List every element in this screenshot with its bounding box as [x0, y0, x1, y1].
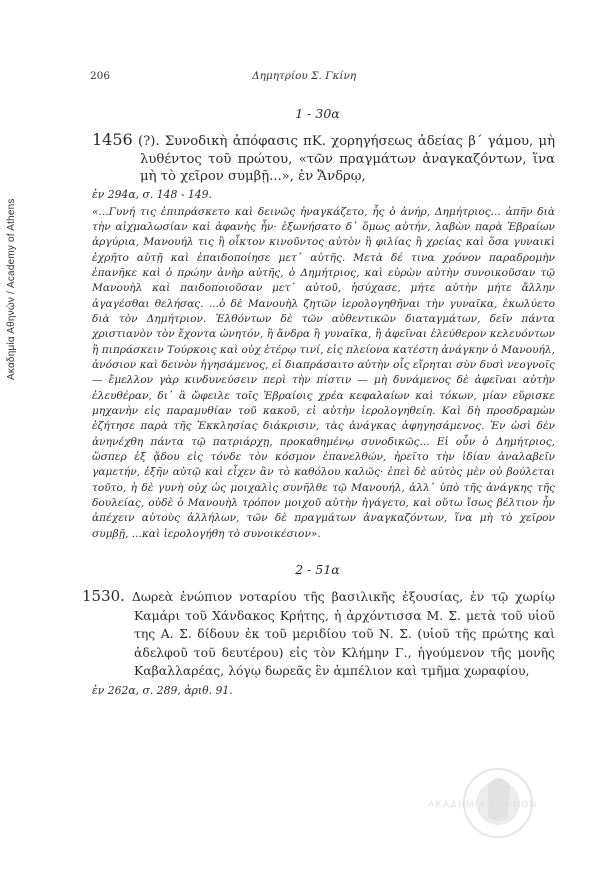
entry-title-text: Δωρεὰ ἐνώπιον νοταρίου τῆς βασιλικῆς ἐξουσίας, ἐν τῷ χωρίῳ Καμάρι τοῦ Χάνδακος Κρήτης, ἡ ἀρχόντισσα Μ. Σ. μετὰ τοῦ υἱοῦ της Α. Σ. δίδουν ἐκ τοῦ μεριδίου τοῦ Ν. Σ. (υἱοῦ τῆς πρώτης καὶ ἀδελφοῦ τοῦ δευτέρου) εἰς τὸν Κλήμην Γ., ἡγούμενον τῆς μονῆς Καβαλλαρέας, λόγῳ δωρεᾶς ἓν ἀμπέλιον καὶ τμῆμα χωραφίου, — [131, 589, 555, 679]
section-heading-2: 2 - 51α — [295, 562, 340, 578]
entry-1530 — [82, 587, 555, 681]
entry-number: 1530. — [82, 587, 125, 606]
entry-title-text: (?). Συνοδικὴ ἀπόφασις πΚ. χορηγήσεως ἀδείας β´ γάμου, μὴ λυθέντος τοῦ πρώτου, «τῶν πραγμάτων ἀναγκαζόντων, ἵνα μὴ τὸ χεῖρον συμβῇ...», ἐν Ἄνδρῳ, — [138, 134, 555, 184]
entry-number: 1456 — [92, 130, 133, 149]
entry-reference: ἐν 262α, σ. 289, ἀριθ. 91. — [92, 683, 233, 697]
page-header — [80, 64, 555, 84]
side-watermark: Ακαδημία Αθηνών / Academy of Athens — [6, 198, 17, 380]
entry-quote: «...Γυνή τις ἐπιπράσκετο καὶ δεινῶς ἠναγκάζετο, ἧς ὁ ἀνήρ, Δημήτριος... ἀπῆν διὰ τὴν αἰχμαλωσίαν καὶ ἀφανὴς ἦν· ἐξωνήσατο δ᾽ ὅμως αὐτήν, λαβὼν παρὰ Ἑβραίων ἀργύρια, Μανουήλ τις ἢ οἶκτον κινοῦντος αὐτὸν ἢ φιλίας ἢ χρείας καὶ ὅσα γυναικὶ ἐχρῆτο αὐτῇ καὶ ἐπαιδοποίησε μετ᾽ αὐτῆς. Μετὰ δέ τινα χρόνον παραδρομὴν ἐπανῆκε καὶ ὁ πρώην ἀνὴρ αὐτῆς, ὁ Δημήτριος, καὶ εὑρὼν αὐτὴν συνοικοῦσαν τῷ Μανουὴλ καὶ παιδοποιοῦσαν μετ᾽ αὐτοῦ, ἡσύχασε, μήτε αὐτὴν μήτε ἄλλην ἀγαγέσθαι θελήσας. ...ὁ δὲ Μανουὴλ ζητῶν ἱερολογηθῆναι τὴν γυναῖκα, ἐκωλύετο διὰ τὸν Δημήτριον. Ἐλθόντων δὲ τῶν αὐθεντικῶν διαταγμάτων, δεῖν πάντα χριστιανὸν τὸν ἔχοντα ὠνητόν, ἢ ἄνδρα ἢ γυναῖκα, ἢ ἀφεῖναι ἐλεύθερον κελευόντων ἢ πιπράσκειν Τούρκοις καὶ οὐχ ἑτέρῳ τινί, εἰς πλείονα κατέστη ἀνάγκην ὁ Μανουήλ, ἀνόσιον καὶ δεινὸν ἡγησάμενος, εἰ διαπράσαιτο αὐτὴν οἷς εἴρηται σὺν δυσὶ νεογνοῖς — ἔμελλον γὰρ κινδυνεύσειν περὶ τὴν πίστιν — μὴ δυνάμενος δὲ ἀφεῖναι αὐτὴν ἐλευθέραν, δι᾽ ἃ ὤφειλε τοῖς Ἑβραίοις χρέα κεφαλαίων καὶ τόκων, μίαν εὕρισκε μηχανὴν εἰς παραμυθίαν τοῦ κακοῦ, εἰ αὐτὴν ἱερολογηθείη. Καὶ δὴ προσδραμὼν ἐζήτησε παρὰ τῆς Ἐκκλησίας διάκρισιν, τὰς ἀνάγκας ἀφηγησάμενος. Ἐν ὡσὶ δὲν ἀνηνέχθη πάντα τῷ πατριάρχῃ, προκαθημένῳ συνοδικῶς... Εἰ οὖν ὁ Δημήτριος, ὥσπερ ἐξ ᾅδου εἰς τόνδε τὸν κόσμον ἐπανελθών, ἠρεῖτο τὴν ἰδίαν ἀναλαβεῖν γαμετήν, ἐξῆν αὐτῷ καὶ εἶχεν ἂν τὸ καθόλου καλῶς· ἐπεὶ δὲ αὐτὸς μὲν οὐ βούλεται τοῦτο, ἡ δὲ γυνὴ οὐχ ὡς μοιχαλὶς συνῆλθε τῷ Μανουήλ, ἀλλ᾽ ὑπὸ τῆς ἀνάγκης τῆς δουλείας, οὐδὲ ὁ Μανουὴλ τρόπον μοιχοῦ αὐτὴν ἠγάγετο, καὶ οὕτω ἴσως βέλτιον ἦν ἀπέχειν αὐτοὺς ἀλλήλων, τῶν δὲ πραγμάτων ἀναγκαζόντων, ἵνα μὴ τὸ χεῖρον συμβῇ, ...καὶ ἱερολογήθη τὸ συνοικέσιον». — [92, 205, 555, 540]
entry-1456 — [92, 131, 555, 186]
entry-reference: ἐν 294α, σ. 148 - 149. — [92, 187, 212, 201]
page — [80, 64, 555, 697]
section-heading-1: 1 - 30α — [295, 106, 340, 121]
academy-seal-watermark — [418, 755, 578, 855]
running-title: Δημητρίου Σ. Γκίνη — [252, 70, 357, 82]
page-number: 206 — [90, 70, 111, 82]
seal-lettering: ΑΚΑΔΗΜΙΑ ΑΘΗΝΩΝ — [428, 799, 538, 809]
